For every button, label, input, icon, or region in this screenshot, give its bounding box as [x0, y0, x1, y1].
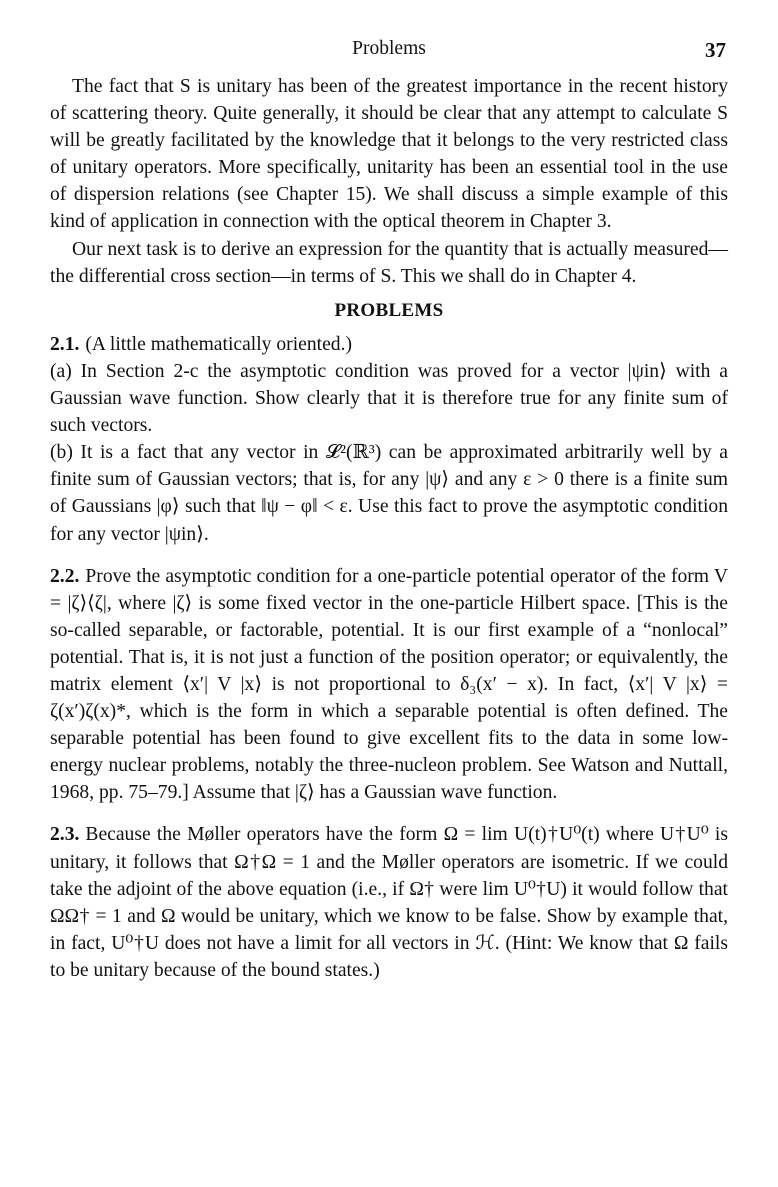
- problems-heading: PROBLEMS: [334, 299, 444, 321]
- running-header: [50, 38, 728, 66]
- problem-number: 2.2.: [50, 565, 80, 587]
- paragraph-next-task: Our next task is to derive an expression for the quantity that is actually measured—the differential cross section—in terms of S. This we shall do in Chapter 4.: [50, 238, 728, 287]
- problem-part-a: (a) In Section 2-c the asymptotic condition was proved for a vector |ψin⟩ with a Gaussian wave function. Show clearly that it is therefore true for any finite sum of such vectors.: [50, 360, 728, 437]
- problem-intro: (A little mathematically oriented.): [85, 333, 352, 355]
- paragraph-unitarity: The fact that S is unitary has been of the greatest importance in the recent history of scattering theory. Quite generally, it should be clear that any attempt to calculate S will be greatly facilitated by the knowledge that it belongs to the very restricted class of unitary operators. More specifically, unitarity has been an essential tool in the use of dispersion relations (see Chapter 15). We shall discuss a simple example of this kind of application in connection with the optical theorem in Chapter 3.: [50, 76, 728, 233]
- problem-number: 2.3.: [50, 824, 80, 846]
- problem-number: 2.1.: [50, 333, 80, 355]
- problem-text: Because the Møller operators have the form Ω = lim U(t)†U⁰(t) where U†U⁰ is unitary, it follows that Ω†Ω = 1 and the Møller operators are isometric. If we could take the adjoint of the above equation (i.e., if Ω† were lim U⁰†U) it would follow that ΩΩ† = 1 and Ω would be unitary, which we know to be false. Show by example that, in fact, U⁰†U does not have a limit for all vectors in ℋ. (Hint: We know that Ω fails to be unitary because of the bound states.): [50, 824, 728, 981]
- problem-part-b: (b) It is a fact that any vector in 𝓛²(ℝ³) can be approximated arbitrarily well by a finite sum of Gaussian vectors; that is, for any |ψ⟩ and any ε > 0 there is a finite sum of Gaussians |φ⟩ such that ‖ψ − φ‖ < ε. Use this fact to prove the asymptotic condition for any vector |ψin⟩.: [50, 442, 728, 545]
- running-title: Problems: [352, 38, 426, 59]
- problem-2-3: [50, 821, 728, 984]
- problem-2-1: [50, 331, 728, 548]
- page-number: 37: [705, 38, 726, 62]
- problem-2-2: [50, 563, 728, 807]
- problem-text: Prove the asymptotic condition for a one-particle potential operator of the form V = |ζ⟩⟨ζ|, where |ζ⟩ is some fixed vector in the one-particle Hilbert space. [This is the so-called separable, or factorable, potential. It is our first example of a “nonlocal” potential. That is, it is not just a function of the position operator; or equivalently, the matrix element ⟨x′| V |x⟩ is not proportional to δ₃(x′ − x). In fact, ⟨x′| V |x⟩ = ζ(x′)ζ(x)*, which is the form in which a separable potential is often defined. The separable potential has been found to give excellent fits to the data in some low-energy nuclear problems, notably the three-nucleon problem. See Watson and Nuttall, 1968, pp. 75–79.] Assume that |ζ⟩ has a Gaussian wave function.: [50, 565, 728, 804]
- page-body: [50, 73, 728, 984]
